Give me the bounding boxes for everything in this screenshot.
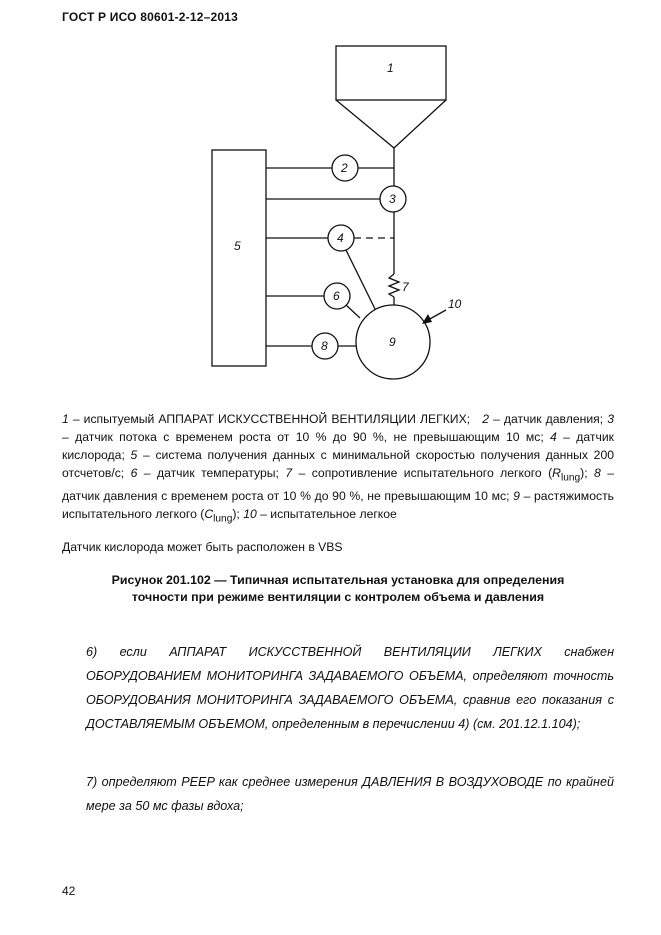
legend-key: 4: [550, 430, 557, 444]
legend-text: – датчик давления с временем роста от 10 % до 90 %, не превышающим 10 мс;: [62, 466, 614, 504]
test-lung-arrow: [428, 310, 446, 320]
label-10: 10: [448, 297, 462, 311]
label-8: 8: [321, 339, 328, 353]
page-number: 42: [62, 884, 76, 898]
lung-compliance-symbol: C: [204, 507, 214, 522]
test-setup-diagram: [0, 0, 661, 400]
label-5: 5: [234, 239, 241, 253]
legend-key: 2: [482, 412, 490, 426]
label-2: 2: [341, 161, 348, 175]
lung-compliance-subscript: lung: [213, 513, 233, 525]
legend-text: – сопротивление испытательного легкого (: [292, 466, 553, 480]
legend-key: 8: [594, 466, 601, 480]
legend-text: – датчик давления;: [489, 412, 604, 426]
caption-line-1: Рисунок 201.102 — Типичная испытательная установка для определения: [111, 573, 565, 587]
label-4: 4: [337, 231, 344, 245]
label-7: 7: [402, 280, 409, 294]
legend-key: 1: [62, 412, 69, 426]
legend-text: – испытуемый АППАРАТ ИСКУССТВЕННОЙ ВЕНТИЛЯЦИИ ЛЕГКИХ;: [68, 412, 471, 426]
legend-text: – испытательное легкое: [256, 507, 397, 522]
legend-key: 6: [130, 466, 138, 480]
legend-key: 3: [607, 412, 614, 426]
lung-resistance-subscript: lung: [560, 472, 581, 484]
figure-legend: [62, 410, 614, 529]
label-6: 6: [333, 289, 340, 303]
legend-text: – система получения данных с минимальной скоростью получения данных 200 отсчетов/с;: [62, 448, 614, 480]
label-3: 3: [389, 192, 396, 206]
figure-note: Датчик кислорода может быть расположен в VBS: [62, 540, 343, 554]
legend-text: – датчик температуры;: [137, 466, 279, 480]
resistor-zigzag: [389, 274, 399, 297]
legend-key: 7: [285, 466, 293, 480]
label-1: 1: [387, 61, 394, 75]
label-9: 9: [389, 335, 396, 349]
legend-text: );: [232, 507, 240, 522]
caption-line-2: точности при режиме вентиляции с контролем объема и давления: [131, 590, 545, 604]
legend-key: 5: [130, 448, 138, 462]
legend-text: – датчик потока с временем роста от 10 % до 90 %, не превышающим 10 мс;: [62, 430, 544, 444]
document-header: ГОСТ Р ИСО 80601-2-12–2013: [62, 10, 238, 24]
figure-caption: [62, 572, 614, 606]
ventilator-funnel: [336, 100, 446, 148]
paragraph-item-6: 6) если АППАРАТ ИСКУССТВЕННОЙ ВЕНТИЛЯЦИИ ЛЕГКИХ снабжен ОБОРУДОВАНИЕМ МОНИТОРИНГА ЗАДАВАЕМОГО ОБЪЕМА, определяют точность ОБОРУДОВАНИЯ МОНИТОРИНГА ЗАДАВАЕМОГО ОБЪЕМА, сравнив его показания с ДОСТАВЛЯЕМЫМ ОБЪЕМОМ, определенным в перечислении 4) (см. 201.12.1.104);: [86, 645, 614, 731]
paragraph-item-7: 7) определяют PEEP как среднее измерения ДАВЛЕНИЯ В ВОЗДУХОВОДЕ по крайней мере за 50 мс фазы вдоха;: [86, 775, 614, 813]
legend-text: – датчик кислорода;: [62, 430, 614, 462]
legend-key: 9: [513, 489, 520, 504]
legend-text: );: [580, 466, 588, 480]
data-acquisition-box: [212, 150, 266, 366]
legend-text: – растяжимость испытательного легкого (: [62, 489, 614, 522]
legend-key: 10: [243, 507, 257, 522]
lung-resistance-symbol: R: [552, 466, 561, 480]
